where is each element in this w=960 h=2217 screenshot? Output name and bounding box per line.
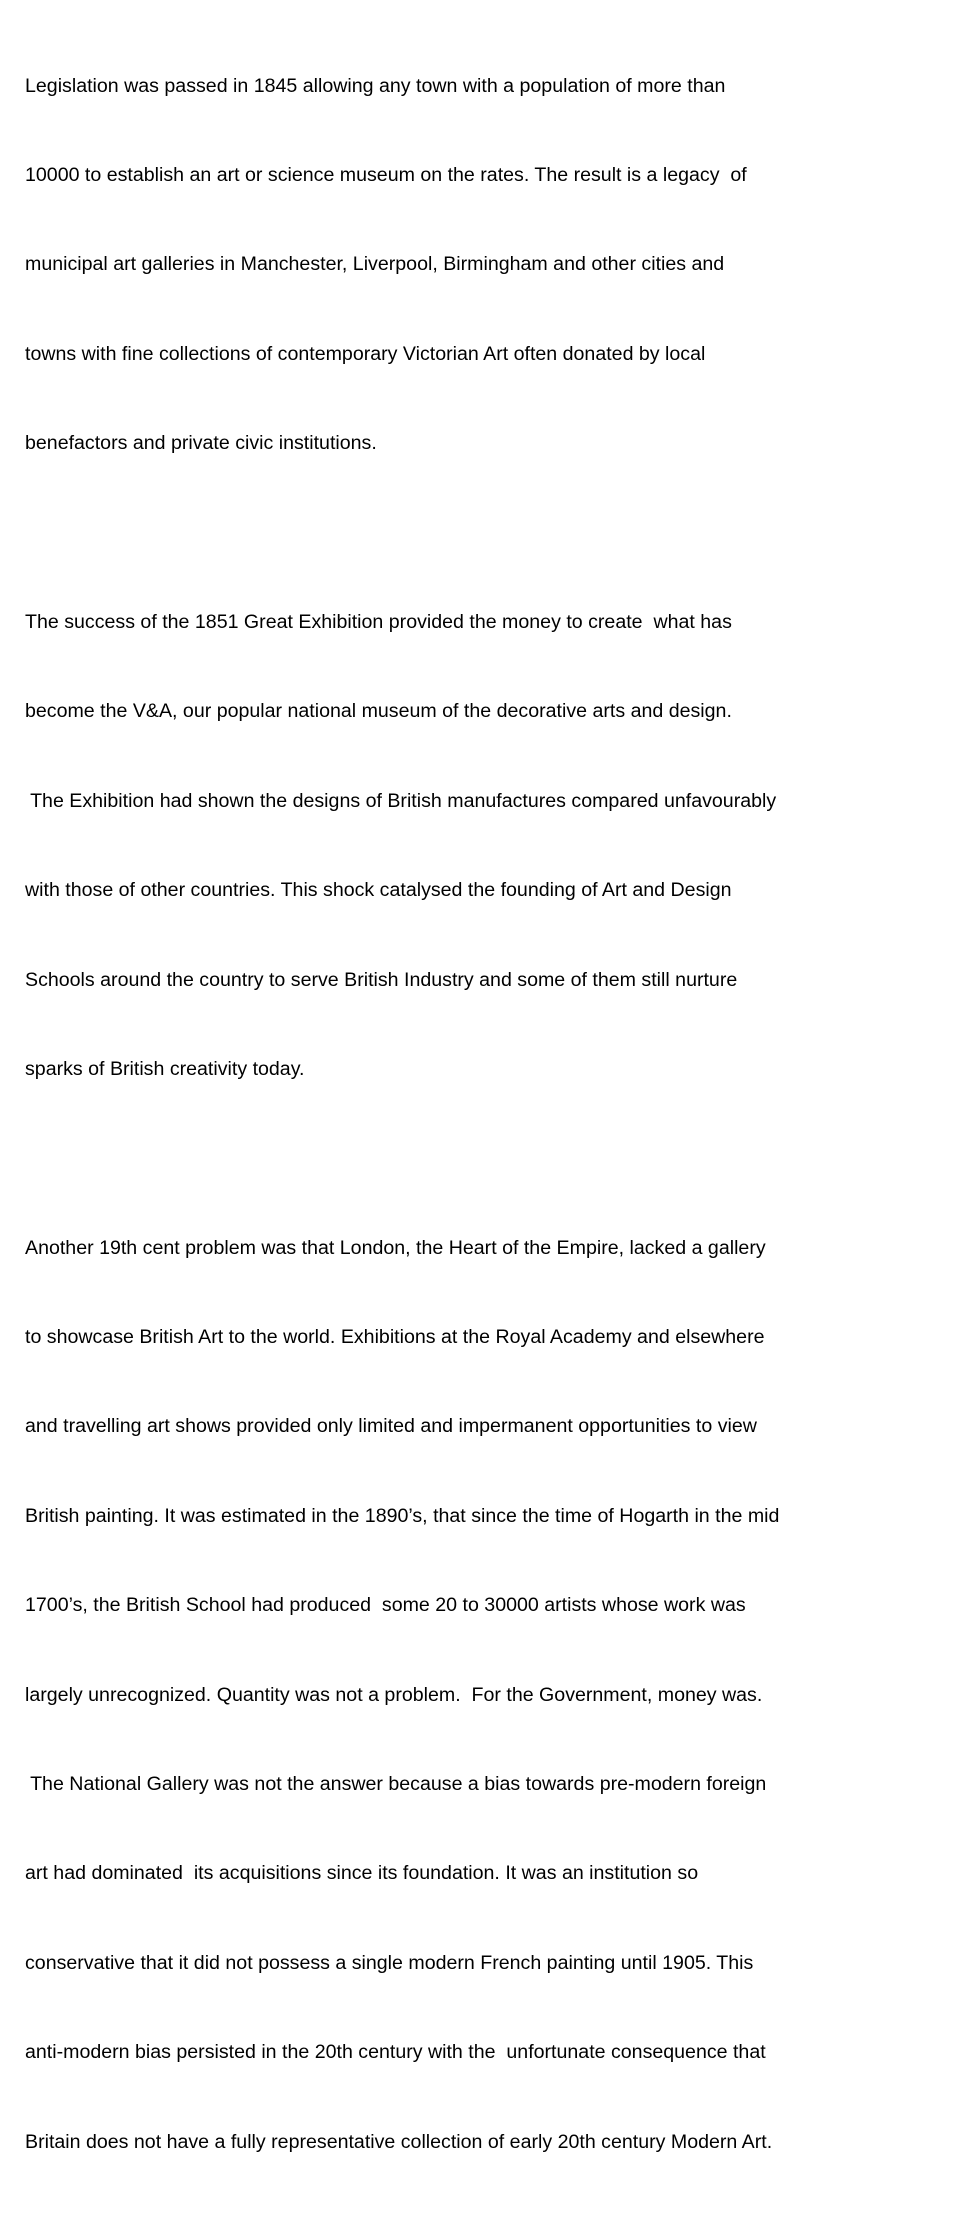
paragraph-1-line-1: Legislation was passed in 1845 allowing any town with a population of more than [25, 74, 726, 97]
paragraph-3-line-2: to showcase British Art to the world. Exhibitions at the Royal Academy and elsewhere [25, 1326, 765, 1349]
paragraph-3-line-3: and travelling art shows provided only limited and impermanent opportunities to view [25, 1415, 757, 1438]
paragraph-3-line-5: 1700’s, the British School had produced some 20 to 30000 artists whose work was [25, 1594, 746, 1617]
paragraph-1-line-2: 10000 to establish an art or science museum on the rates. The result is a legacy of [25, 163, 747, 186]
paragraph-3-line-7: The National Gallery was not the answer because a bias towards pre-modern foreign [25, 1773, 767, 1796]
paragraph-2-line-4: with those of other countries. This shock catalysed the founding of Art and Design [25, 879, 732, 902]
paragraph-1-line-5: benefactors and private civic institutions. [25, 432, 377, 455]
paragraph-2-line-6: sparks of British creativity today. [25, 1057, 305, 1080]
paragraph-3-line-4: British painting. It was estimated in the 1890’s, that since the time of Hogarth in the mid [25, 1504, 780, 1527]
blank-line [25, 519, 955, 549]
paragraph-2-line-2: become the V&A, our popular national museum of the decorative arts and design. [25, 700, 732, 723]
body-text [25, 12, 955, 2217]
paragraph-3-line-6: largely unrecognized. Quantity was not a problem. For the Government, money was. [25, 1683, 763, 1706]
paragraph-2-line-1: The success of the 1851 Great Exhibition provided the money to create what has [25, 610, 732, 633]
paragraph-3-line-11: Britain does not have a fully representative collection of early 20th century Modern Art. [25, 2130, 773, 2153]
paragraph-1-line-4: towns with fine collections of contemporary Victorian Art often donated by local [25, 342, 706, 365]
paragraph-3-line-10: anti-modern bias persisted in the 20th century with the unfortunate consequence that [25, 2041, 766, 2064]
paragraph-3-line-8: art had dominated its acquisitions since its foundation. It was an institution so [25, 1862, 699, 1885]
paragraph-2-line-3: The Exhibition had shown the designs of British manufactures compared unfavourably [25, 789, 777, 812]
paragraph-1-line-3: municipal art galleries in Manchester, Liverpool, Birmingham and other cities and [25, 253, 725, 276]
paragraph-2-line-5: Schools around the country to serve British Industry and some of them still nurture [25, 968, 738, 991]
paragraph-3-line-1: Another 19th cent problem was that London, the Heart of the Empire, lacked a gallery [25, 1236, 766, 1259]
paragraph-3-line-9: conservative that it did not possess a single modern French painting until 1905. This [25, 1951, 754, 1974]
blank-line [25, 1144, 955, 1174]
